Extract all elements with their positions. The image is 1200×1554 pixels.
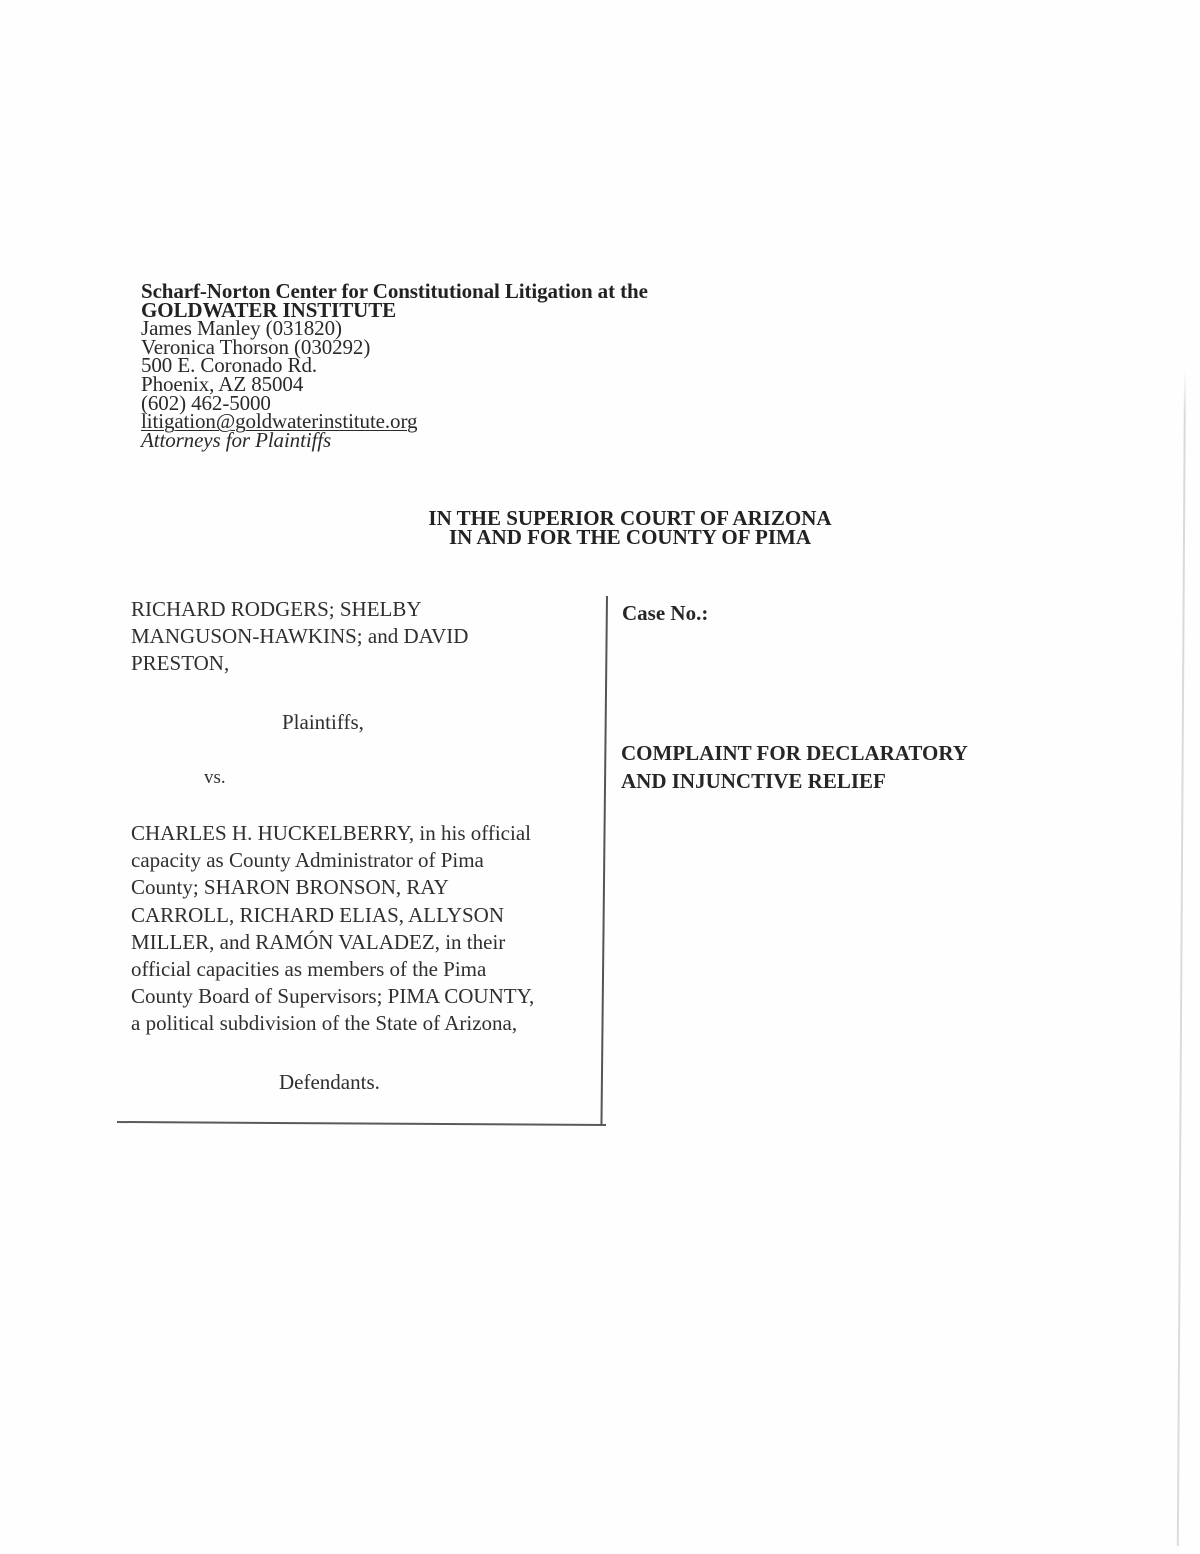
phone-number: (602) 462-5000 (141, 390, 271, 415)
defendants-line: CHARLES H. HUCKELBERRY, in his official (131, 821, 531, 845)
plaintiffs-line: PRESTON, (131, 651, 230, 676)
defendants-line: MILLER, and RAMÓN VALADEZ, in their (131, 929, 506, 954)
case-number-label-text: Case No.: (622, 601, 709, 625)
address-street: 500 E. Coronado Rd. (141, 353, 318, 378)
scan-artifact-line (1177, 370, 1186, 1546)
firm-name-line2: GOLDWATER INSTITUTE (141, 297, 397, 322)
plaintiffs-line: RICHARD RODGERS; SHELBY (131, 597, 422, 621)
defendants-names (131, 820, 601, 1038)
firm-name-line1: Scharf-Norton Center for Constitutional Litigation at the (141, 279, 648, 303)
attorney-role: Attorneys for Plaintiffs (141, 427, 332, 452)
court-title (390, 506, 870, 549)
attorney-block (141, 279, 648, 452)
plaintiffs-names (131, 596, 601, 678)
versus-label: vs. (204, 767, 226, 788)
complaint-title-line2: AND INJUNCTIVE RELIEF (621, 768, 886, 793)
defendants-line: capacity as County Administrator of Pima (131, 848, 484, 873)
defendants-line: a political subdivision of the State of Arizona, (131, 1011, 518, 1036)
attorney-name: James Manley (031820) (141, 316, 342, 341)
complaint-title (621, 740, 968, 795)
defendants-line: County Board of Supervisors; PIMA COUNTY, (131, 984, 535, 1009)
plaintiffs-line: MANGUSON-HAWKINS; and DAVID (131, 624, 469, 649)
defendants-line: County; SHARON BRONSON, RAY (131, 875, 449, 900)
complaint-title-line1: COMPLAINT FOR DECLARATORY (621, 741, 968, 765)
case-number-label (622, 601, 708, 625)
defendants-label: Defendants. (279, 1070, 380, 1094)
attorney-name: Veronica Thorson (030292) (141, 334, 371, 359)
email-link[interactable]: litigation@goldwaterinstitute.org (141, 409, 418, 434)
caption-divider-horizontal (117, 1121, 606, 1126)
defendants-line: official capacities as members of the Pima (131, 957, 487, 982)
defendants-line: CARROLL, RICHARD ELIAS, ALLYSON (131, 902, 504, 927)
address-city: Phoenix, AZ 85004 (141, 371, 304, 396)
court-title-line1: IN THE SUPERIOR COURT OF ARIZONA (428, 506, 832, 530)
plaintiffs-label: Plaintiffs, (282, 710, 364, 734)
caption-divider-vertical (600, 596, 608, 1126)
court-title-line2: IN AND FOR THE COUNTY OF PIMA (448, 524, 812, 549)
